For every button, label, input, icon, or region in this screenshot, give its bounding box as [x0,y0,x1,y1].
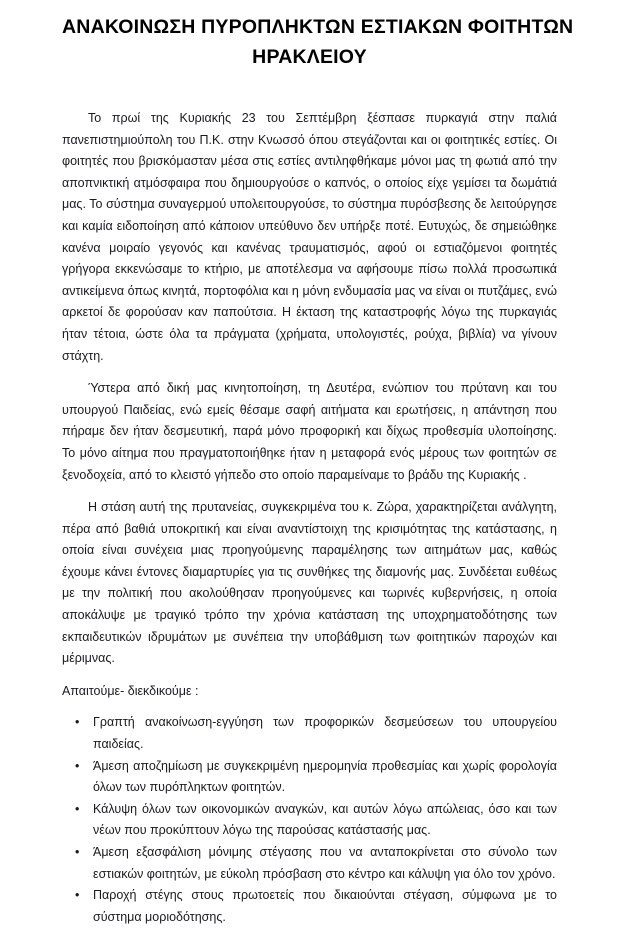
document-title [62,12,574,72]
bullet-icon: • [75,758,80,773]
demands-list [62,712,557,928]
demand-item-text: Άμεση εξασφάλιση μόνιμης στέγασης που να ανταποκρίνεται στο σύνολο των εστιακών φοιτητών, με εύκολη πρόσβαση στο κέντρο και κάλυψη για όλο τον χρόνο. [93,845,557,881]
demand-item [62,756,557,799]
demand-item-text: Κάλυψη όλων των οικονομικών αναγκών, και αυτών λόγω απώλειας, όσο και των νέων που προκύπτουν λόγω της παρούσας κατάστασής μας. [93,801,557,838]
bullet-icon: • [75,845,80,859]
demand-item [62,712,557,755]
bullet-icon: • [75,801,80,816]
document-title-line-1: ΑΝΑΚΟΙΝΩΣΗ ΠΥΡΟΠΛΗΚΤΩΝ ΕΣΤΙΑΚΩΝ ΦΟΙΤΗΤΩΝ [62,16,574,38]
demand-item [62,842,557,885]
demand-item [62,799,557,842]
demand-item-text: Παροχή στέγης στους πρωτοετείς που δικαιούνται στέγαση, σύμφωνα με το σύστημα μοριοδότησης. [93,888,557,924]
document-title-line-2: ΗΡΑΚΛΕΙΟΥ [252,46,367,68]
demand-item-text: Γραπτή ανακοίνωση-εγγύηση των προφορικών δεσμεύσεων του υπουργείου παιδείας. [93,715,557,752]
bullet-icon: • [75,715,80,730]
demands-heading: Απαιτούμε- διεκδικούμε : [62,683,199,698]
body-paragraph-2: Ύστερα από δική μας κινητοποίηση, τη Δευτέρα, ενώπιον του πρύτανη και του υπουργού Παιδείας, ενώ εμείς θέσαμε σαφή αιτήματα και ερωτήσεις, η απάντηση που πήραμε δεν ήταν δεσμευτική, παρά μόνο προφορική και δίχως προθεσμία υλοποίησης. Το μόνο αίτημα που πραγματοποιήθηκε ήταν η μεταφορά ενός μέρους των φοιτητών σε ξενοδοχεία, από το κλειστό γήπεδο στο οποίο παραμείναμε το βράδυ της Κυριακής . [62,381,557,482]
bullet-icon: • [75,888,80,903]
demand-item-text: Άμεση αποζημίωση με συγκεκριμένη ημερομηνία προθεσμίας και χωρίς φορολογία όλων των πυρόπληκτων φοιτητών. [93,758,557,795]
demand-item [62,885,557,928]
body-paragraph-3: Η στάση αυτή της πρυτανείας, συγκεκριμένα του κ. Ζώρα, χαρακτηρίζεται ανάλγητη, πέρα από βαθιά υποκριτική και είναι αναντίστοιχη της κρισιμότητας της κατάστασης, η οποία είναι συνέχεια μιας προηγούμενης παραμέλησης των αιτημάτων μας, καθώς έχουμε κάνει έντονες διαμαρτυρίες για τις συνθήκες της διαμονής μας. Συνδέεται ευθέως με την πολιτική που ακολούθησαν προηγούμενες και τωρινές κυβερνήσεις, η οποία αποκάλυψε με τραγικό τρόπο την χρόνια κατάσταση της υποχρηματοδότησης των εκπαιδευτικών ιδρυμάτων με συνέπεια την υποβάθμιση των φοιτητικών παροχών και μέριμνας. [62,500,557,666]
body-paragraph-1: Το πρωί της Κυριακής 23 του Σεπτέμβρη ξέσπασε πυρκαγιά στην παλιά πανεπιστημιούπολη του Π.Κ. στην Κνωσσό όπου στεγάζονται και οι φοιτητικές εστίες. Οι φοιτητές που βρισκόμασταν μέσα στις εστίες αντιληφθήκαμε μόνοι μας τη φωτιά από την αποπνικτική ατμόσφαιρα που δημιουργούσε ο καπνός, ο οποίος είχε γεμίσει τα δωμάτιά μας. Το σύστημα συναγερμού υπολειτουργούσε, το σύστημα πυρόσβεσης δε λειτούργησε και καμία ειδοποίηση από κάποιον υπεύθυνο δεν υπήρξε ποτέ. Ευτυχώς, δε σημειώθηκε κανένα μοιραίο γεγονός και κανένας τραυματισμός, αφού οι εστιαζόμενοι φοιτητές γρήγορα εκκενώσαμε το κτήριο, με αποτέλεσμα να αφήσουμε πίσω πολλά προσωπικά αντικείμενα όπως κινητά, πορτοφόλια και η μόνη ενδυμασία μας να είναι οι πυτζάμες, ενώ αρκετοί δε φορούσαν καν παπούτσια. Η έκταση της καταστροφής λόγω της πυρκαγιάς ήταν τέτοια, ώστε όλα τα πράγματα (χρήματα, υπολογιστές, ρούχα, βιβλία) να γίνουν στάχτη. [62,111,557,363]
